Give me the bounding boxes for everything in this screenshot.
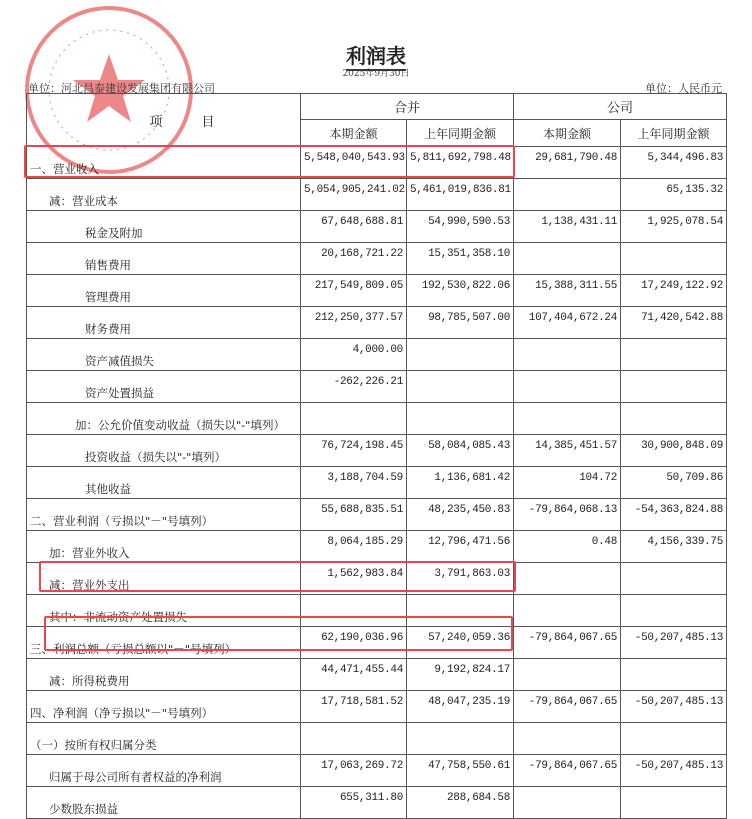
current-period-header: 本期金额 <box>301 120 407 147</box>
amount-cell <box>301 595 407 627</box>
row-label: 投资收益（损失以"-"填列） <box>27 435 301 467</box>
amount-cell <box>407 403 514 435</box>
table-row <box>27 275 727 307</box>
currency-unit: 单位：人民币元 <box>645 82 722 95</box>
amount-cell: 65,135.32 <box>621 179 727 211</box>
consolidated-header: 合并 <box>301 94 514 120</box>
table-row <box>27 691 727 723</box>
amount-cell <box>621 659 727 691</box>
amount-cell <box>514 243 621 275</box>
table-row <box>27 339 727 371</box>
amount-cell: 20,168,721.22 <box>301 243 407 275</box>
row-label: 加：营业外收入 <box>27 531 301 563</box>
row-label: 销售费用 <box>27 243 301 275</box>
amount-cell: 4,156,339.75 <box>621 531 727 563</box>
table-row <box>27 435 727 467</box>
amount-cell: 4,000.00 <box>301 339 407 371</box>
amount-cell: -50,207,485.13 <box>621 755 727 787</box>
row-label: （一）按所有权归属分类 <box>27 723 301 755</box>
amount-cell <box>514 339 621 371</box>
amount-cell <box>621 787 727 819</box>
amount-cell: 9,192,824.17 <box>407 659 514 691</box>
amount-cell: -79,864,067.65 <box>514 691 621 723</box>
prior-period-header: 上年同期金额 <box>407 120 514 147</box>
company-prior-header: 上年同期金额 <box>621 120 727 147</box>
statement-date: 2025年9月30日 <box>342 69 410 79</box>
amount-cell: 3,188,704.59 <box>301 467 407 499</box>
table-row <box>27 371 727 403</box>
row-label: 加：公允价值变动收益（损失以"-"填列） <box>27 403 301 435</box>
amount-cell <box>514 179 621 211</box>
amount-cell <box>514 595 621 627</box>
amount-cell: 30,900,848.09 <box>621 435 727 467</box>
amount-cell: 5,461,019,836.81 <box>407 179 514 211</box>
row-label: 其中：非流动资产处置损失 <box>27 595 301 627</box>
row-label: 管理费用 <box>27 275 301 307</box>
amount-cell: 5,344,496.83 <box>621 147 727 179</box>
amount-cell: 0.48 <box>514 531 621 563</box>
amount-cell: -79,864,067.65 <box>514 627 621 659</box>
table-row <box>27 499 727 531</box>
amount-cell <box>301 403 407 435</box>
amount-cell <box>621 403 727 435</box>
table-row <box>27 531 727 563</box>
company-header: 公司 <box>514 94 727 120</box>
table-row <box>27 627 727 659</box>
table-row <box>27 595 727 627</box>
amount-cell: 15,388,311.55 <box>514 275 621 307</box>
amount-cell: 15,351,358.10 <box>407 243 514 275</box>
amount-cell: 655,311.80 <box>301 787 407 819</box>
amount-cell <box>514 563 621 595</box>
amount-cell: 47,758,550.61 <box>407 755 514 787</box>
row-label: 资产处置损益 <box>27 371 301 403</box>
amount-cell: 1,562,983.84 <box>301 563 407 595</box>
table-row <box>27 403 727 435</box>
amount-cell: -79,864,068.13 <box>514 499 621 531</box>
amount-cell: 57,240,059.36 <box>407 627 514 659</box>
row-label: 财务费用 <box>27 307 301 339</box>
row-label: 三、利润总额（亏损总额以"－"号填列） <box>27 627 301 659</box>
table-row <box>27 755 727 787</box>
amount-cell: 54,990,590.53 <box>407 211 514 243</box>
table-row <box>27 179 727 211</box>
amount-cell: -50,207,485.13 <box>621 627 727 659</box>
amount-cell: 48,047,235.19 <box>407 691 514 723</box>
amount-cell: 14,385,451.57 <box>514 435 621 467</box>
table-row <box>27 659 727 691</box>
row-label: 资产减值损失 <box>27 339 301 371</box>
amount-cell: 17,063,269.72 <box>301 755 407 787</box>
amount-cell <box>621 723 727 755</box>
amount-cell <box>621 339 727 371</box>
table-row <box>27 787 727 819</box>
amount-cell <box>407 595 514 627</box>
income-statement-table <box>26 93 727 819</box>
table-row <box>27 723 727 755</box>
amount-cell: 107,404,672.24 <box>514 307 621 339</box>
row-label: 其他收益 <box>27 467 301 499</box>
reporting-entity: 单位：河北昌泰建设发展集团有限公司 <box>28 82 215 95</box>
amount-cell: 17,249,122.92 <box>621 275 727 307</box>
table-row <box>27 467 727 499</box>
amount-cell: 71,420,542.88 <box>621 307 727 339</box>
row-label: 减：所得税费用 <box>27 659 301 691</box>
amount-cell: 288,684.58 <box>407 787 514 819</box>
amount-cell: 48,235,450.83 <box>407 499 514 531</box>
amount-cell: 50,709.86 <box>621 467 727 499</box>
amount-cell: 29,681,790.48 <box>514 147 621 179</box>
amount-cell: 104.72 <box>514 467 621 499</box>
amount-cell: 217,549,809.05 <box>301 275 407 307</box>
amount-cell: 1,138,431.11 <box>514 211 621 243</box>
company-current-header: 本期金额 <box>514 120 621 147</box>
row-label: 一、营业收入 <box>27 147 301 179</box>
amount-cell <box>407 339 514 371</box>
row-label: 二、营业利润（亏损以"－"号填列） <box>27 499 301 531</box>
amount-cell: 5,811,692,798.48 <box>407 147 514 179</box>
table-row <box>27 211 727 243</box>
amount-cell: 67,648,688.81 <box>301 211 407 243</box>
table-row <box>27 307 727 339</box>
amount-cell: 212,250,377.57 <box>301 307 407 339</box>
amount-cell: 1,136,681.42 <box>407 467 514 499</box>
table-row <box>27 563 727 595</box>
row-label: 少数股东损益 <box>27 787 301 819</box>
amount-cell: 98,785,507.00 <box>407 307 514 339</box>
amount-cell <box>514 723 621 755</box>
amount-cell <box>407 723 514 755</box>
table-row <box>27 243 727 275</box>
amount-cell: 5,054,905,241.02 <box>301 179 407 211</box>
row-label: 税金及附加 <box>27 211 301 243</box>
amount-cell: 12,796,471.56 <box>407 531 514 563</box>
amount-cell <box>621 595 727 627</box>
amount-cell: 192,530,822.06 <box>407 275 514 307</box>
amount-cell <box>301 723 407 755</box>
amount-cell <box>621 563 727 595</box>
amount-cell: 55,688,835.51 <box>301 499 407 531</box>
amount-cell: 1,925,078.54 <box>621 211 727 243</box>
amount-cell: -79,864,067.65 <box>514 755 621 787</box>
statement-title: 利润表 <box>0 40 752 69</box>
amount-cell: 44,471,455.44 <box>301 659 407 691</box>
row-label: 减：营业外支出 <box>27 563 301 595</box>
amount-cell <box>514 371 621 403</box>
amount-cell <box>621 371 727 403</box>
row-label: 四、净利润（净亏损以"－"号填列） <box>27 691 301 723</box>
amount-cell <box>514 787 621 819</box>
amount-cell <box>514 659 621 691</box>
amount-cell: 3,791,863.03 <box>407 563 514 595</box>
amount-cell: -54,363,824.88 <box>621 499 727 531</box>
amount-cell: -50,207,485.13 <box>621 691 727 723</box>
amount-cell: 5,548,040,543.93 <box>301 147 407 179</box>
amount-cell <box>407 371 514 403</box>
row-label: 归属于母公司所有者权益的净利润 <box>27 755 301 787</box>
row-label: 减：营业成本 <box>27 179 301 211</box>
amount-cell <box>514 403 621 435</box>
amount-cell: 17,718,581.52 <box>301 691 407 723</box>
amount-cell: 8,064,185.29 <box>301 531 407 563</box>
amount-cell <box>621 243 727 275</box>
item-header: 项 目 <box>27 94 301 147</box>
amount-cell: 62,190,036.96 <box>301 627 407 659</box>
amount-cell: -262,226.21 <box>301 371 407 403</box>
amount-cell: 58,084,085.43 <box>407 435 514 467</box>
amount-cell: 76,724,198.45 <box>301 435 407 467</box>
table-row <box>27 147 727 179</box>
